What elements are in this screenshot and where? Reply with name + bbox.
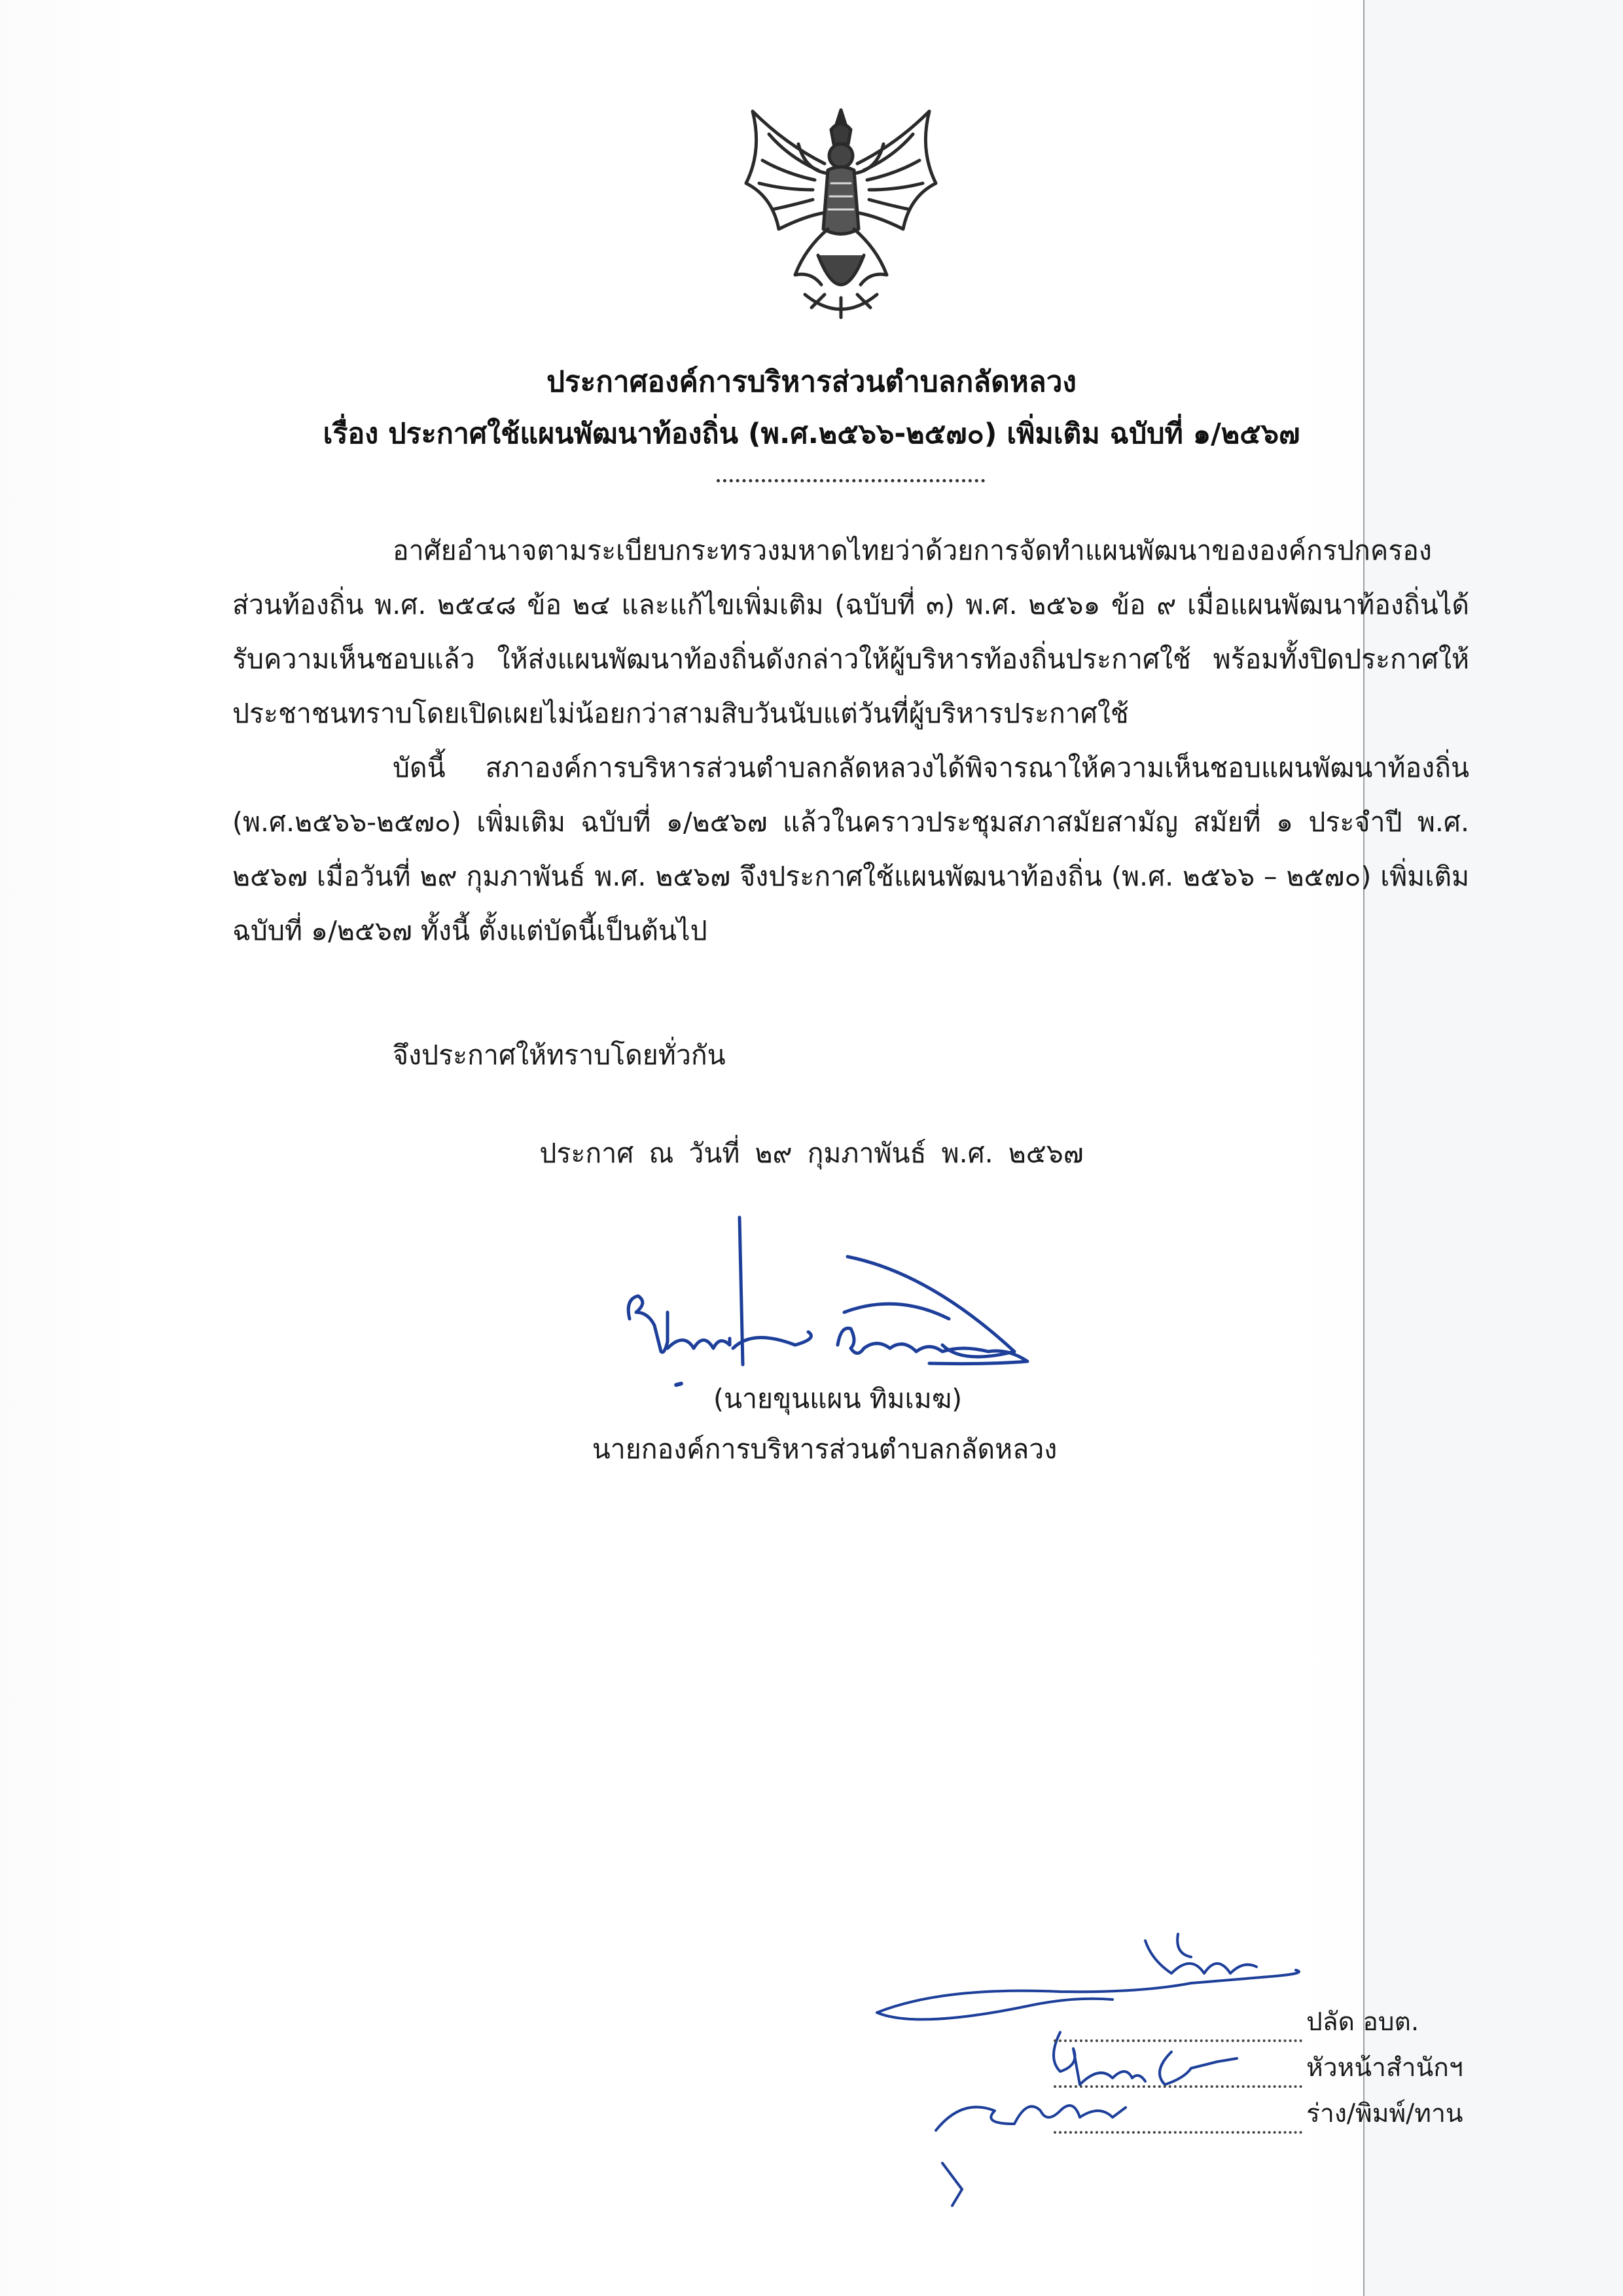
initial-line xyxy=(1054,2059,1302,2088)
paragraph-approval: บัดนี้ สภาองค์การบริหารส่วนตำบลกลัดหลวงได้พิจารณาให้ความเห็นชอบแผนพัฒนาท้องถิ่น (พ.ศ.๒๕๖๖-๒๕๗๐) เพิ่มเติม ฉบับที่ ๑/๒๕๖๗ แล้วในคราวประชุมสภาสมัยสามัญ สมัยที่ ๑ ประจำปี พ.ศ. ๒๕๖๗ เมื่อวันที่ ๒๙ กุมภาพันธ์ พ.ศ. ๒๕๖๗ จึงประกาศใช้แผนพัฒนาท้องถิ่น (พ.ศ. ๒๕๖๖ – ๒๕๗๐) เพิ่มเติม ฉบับที่ ๑/๒๕๖๗ ทั้งนี้ ตั้งแต่บัดนี้เป็นต้นไป xyxy=(232,752,1469,946)
announcement-title: ประกาศองค์การบริหารส่วนตำบลกลัดหลวง xyxy=(546,365,1077,399)
initial-row-chief xyxy=(1054,2009,1419,2042)
initial-label: ร่าง/พิมพ์/ทาน xyxy=(1306,2099,1463,2128)
title-divider xyxy=(717,466,985,482)
initial-label: หัวหน้าสำนักฯ xyxy=(1306,2053,1463,2083)
initial-line xyxy=(1054,2013,1302,2042)
signer-title: นายกองค์การบริหารส่วนตำบลกลัดหลวง xyxy=(592,1433,1058,1465)
initial-row-drafter xyxy=(1054,2101,1463,2134)
announcement-date: ประกาศ ณ วันที่ ๒๙ กุมภาพันธ์ พ.ศ. ๒๕๖๗ xyxy=(539,1138,1084,1169)
garuda-emblem-icon xyxy=(733,98,949,324)
initial-line xyxy=(1054,2105,1302,2134)
announcement-body xyxy=(232,524,1469,958)
closing-statement: จึงประกาศให้ทราบโดยทั่วกัน xyxy=(393,1039,726,1071)
paragraph-authority: อาศัยอำนาจตามระเบียบกระทรวงมหาดไทยว่าด้วยการจัดทำแผนพัฒนาขององค์กรปกครองส่วนท้องถิ่น พ.ศ. ๒๕๔๘ ข้อ ๒๔ และแก้ไขเพิ่มเติม (ฉบับที่ ๓) พ.ศ. ๒๕๖๑ ข้อ ๙ เมื่อแผนพัฒนาท้องถิ่นได้รับความเห็นชอบแล้ว ให้ส่งแผนพัฒนาท้องถิ่นดังกล่าวให้ผู้บริหารท้องถิ่นประกาศใช้ พร้อมทั้งปิดประกาศให้ประชาชนทราบโดยเปิดเผยไม่น้อยกว่าสามสิบวันนับแต่วันที่ผู้บริหารประกาศใช้ xyxy=(232,535,1469,729)
initial-row-head xyxy=(1054,2055,1463,2088)
announcement-subject: เรื่อง ประกาศใช้แผนพัฒนาท้องถิ่น (พ.ศ.๒๕๖๖-๒๕๗๐) เพิ่มเติม ฉบับที่ ๑/๒๕๖๗ xyxy=(323,418,1300,450)
signer-name: (นายขุนแผน ทิมเมฆ) xyxy=(713,1383,963,1414)
signature-mayor xyxy=(622,1214,1041,1384)
initial-label: ปลัด อบต. xyxy=(1306,2007,1419,2037)
